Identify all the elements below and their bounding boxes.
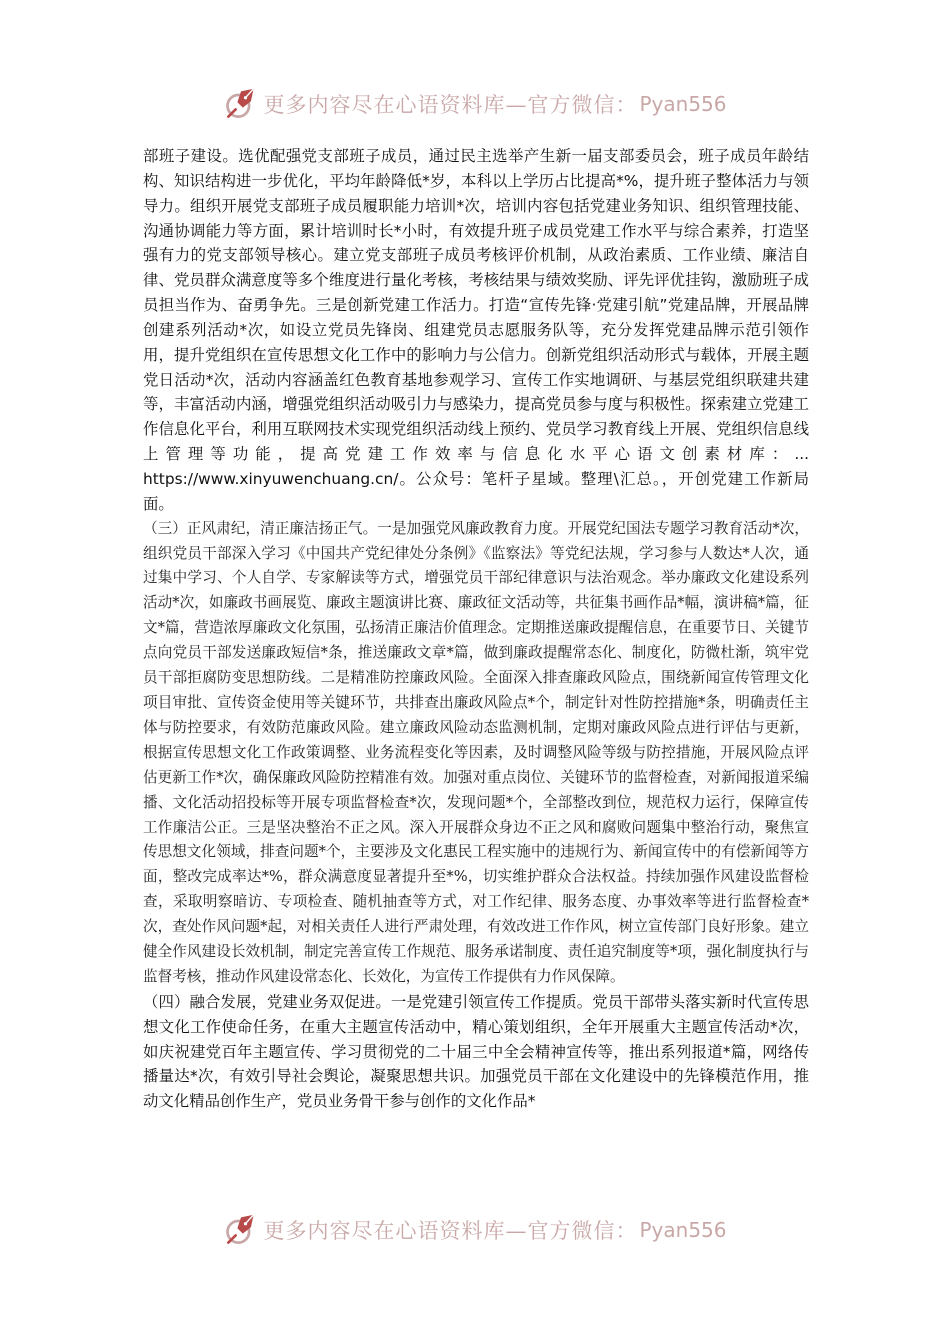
pen-nib-circle-icon (223, 1212, 259, 1248)
paragraph-integration: （四）融合发展，党建业务双促进。一是党建引领宣传工作提质。党员干部带头落实新时代宣传思想文化工作使命任务，在重大主题宣传活动中，精心策划组织，全年开展重大主题宣传活动*次，如庆祝建党百年主题宣传、学习贯彻党的二十届三中全会精神宣传等，推出系列报道*篇，网络传播量达*次，有效引导社会舆论，凝聚思想共识。加强党员干部在文化建设中的先锋模范作用，推动文化精品创作生产，党员业务骨干参与创作的文化作品* (143, 992, 809, 1111)
footer-banner (0, 1208, 950, 1252)
banner-wechat-id: Pyan556 (639, 92, 727, 116)
document-body (143, 144, 809, 1114)
paragraph-party-building: 部班子建设。选优配强党支部班子成员，通过民主选举产生新一届支部委员会，班子成员年龄结构、知识结构进一步优化，平均年龄降低*岁，本科以上学历占比提高*%，提升班子整体活力与领导力。组织开展党支部班子成员履职能力培训*次，培训内容包括党建业务知识、组织管理技能、沟通协调能力等方面，累计培训时长*小时，有效提升班子成员党建工作水平与综合素养，打造坚强有力的党支部领导核心。建立党支部班子成员考核评价机制，从政治素质、工作业绩、廉洁自律、党员群众满意度等多个维度进行量化考核，考核结果与绩效奖励、评先评优挂钩，激励班子成员担当作为、奋勇争先。三是创新党建工作活力。打造“宣传先锋·党建引航”党建品牌，开展品牌创建系列活动*次，如设立党员先锋岗、组建党员志愿服务队等，充分发挥党建品牌示范引领作用，提升党组织在宣传思想文化工作中的影响力与公信力。创新党组织活动形式与载体，开展主题党日活动*次，活动内容涵盖红色教育基地参观学习、宣传工作实地调研、与基层党组织联建共建等，丰富活动内涵，增强党组织活动吸引力与感染力，提高党员参与度与积极性。探索建立党建工作信息化平台，利用互联网技术实现党组织活动线上预约、党员学习教育线上开展、党组织信息线上管理等功能，提高党建工作效率与信息化水平心语文创素材库：... https://www.xinyuwenchuang.cn/。公众号：笔杆子星域。整理\汇总。，开创党建工作新局面。 (143, 147, 809, 513)
pen-nib-circle-icon (223, 86, 259, 122)
paragraph-discipline: （三）正风肃纪，清正廉洁扬正气。一是加强党风廉政教育力度。开展党纪国法专题学习教育活动*次，组织党员干部深入学习《中国共产党纪律处分条例》《监察法》等党纪法规，学习参与人数达*人次，通过集中学习、个人自学、专家解读等方式，增强党员干部纪律意识与法治观念。举办廉政文化建设系列活动*次，如廉政书画展览、廉政主题演讲比赛、廉政征文活动等，共征集书画作品*幅，演讲稿*篇，征文*篇，营造浓厚廉政文化氛围，弘扬清正廉洁价值理念。定期推送廉政提醒信息，在重要节日、关键节点向党员干部发送廉政短信*条，推送廉政文章*篇，做到廉政提醒常态化、制度化，防微杜渐，筑牢党员干部拒腐防变思想防线。二是精准防控廉政风险。全面深入排查廉政风险点，围绕新闻宣传管理文化项目审批、宣传资金使用等关键环节，共排查出廉政风险点*个，制定针对性防控措施*条，明确责任主体与防控要求，有效防范廉政风险。建立廉政风险动态监测机制，定期对廉政风险点进行评估与更新，根据宣传思想文化工作政策调整、业务流程变化等因素，及时调整风险等级与防控措施，开展风险点评估更新工作*次，确保廉政风险防控精准有效。加强对重点岗位、关键环节的监督检查，对新闻报道采编播、文化活动招投标等开展专项监督检查*次，发现问题*个，全部整改到位，规范权力运行，保障宣传工作廉洁公正。三是坚决整治不正之风。深入开展群众身边不正之风和腐败问题集中整治行动，聚焦宣传思想文化领域，排查问题*个，主要涉及文化惠民工程实施中的违规行为、新闻宣传中的有偿新闻等方面，整改完成率达*%，群众满意度显著提升至*%，切实维护群众合法权益。持续加强作风建设监督检查，采取明察暗访、专项检查、随机抽查等方式，对工作纪律、服务态度、办事效率等进行监督检查*次，查处作风问题*起，对相关责任人进行严肃处理，有效改进工作作风，树立宣传部门良好形象。建立健全作风建设长效机制，制定完善宣传工作规范、服务承诺制度、责任追究制度等*项，强化制度执行与监督考核，推动作风建设常态化、长效化，为宣传工作提供有力作风保障。 (143, 519, 809, 985)
banner-text: 更多内容尽在心语资料库—官方微信： (263, 93, 638, 117)
banner-wechat-id: Pyan556 (639, 1218, 727, 1242)
header-banner (0, 82, 950, 126)
banner-text: 更多内容尽在心语资料库—官方微信： (263, 1219, 638, 1243)
